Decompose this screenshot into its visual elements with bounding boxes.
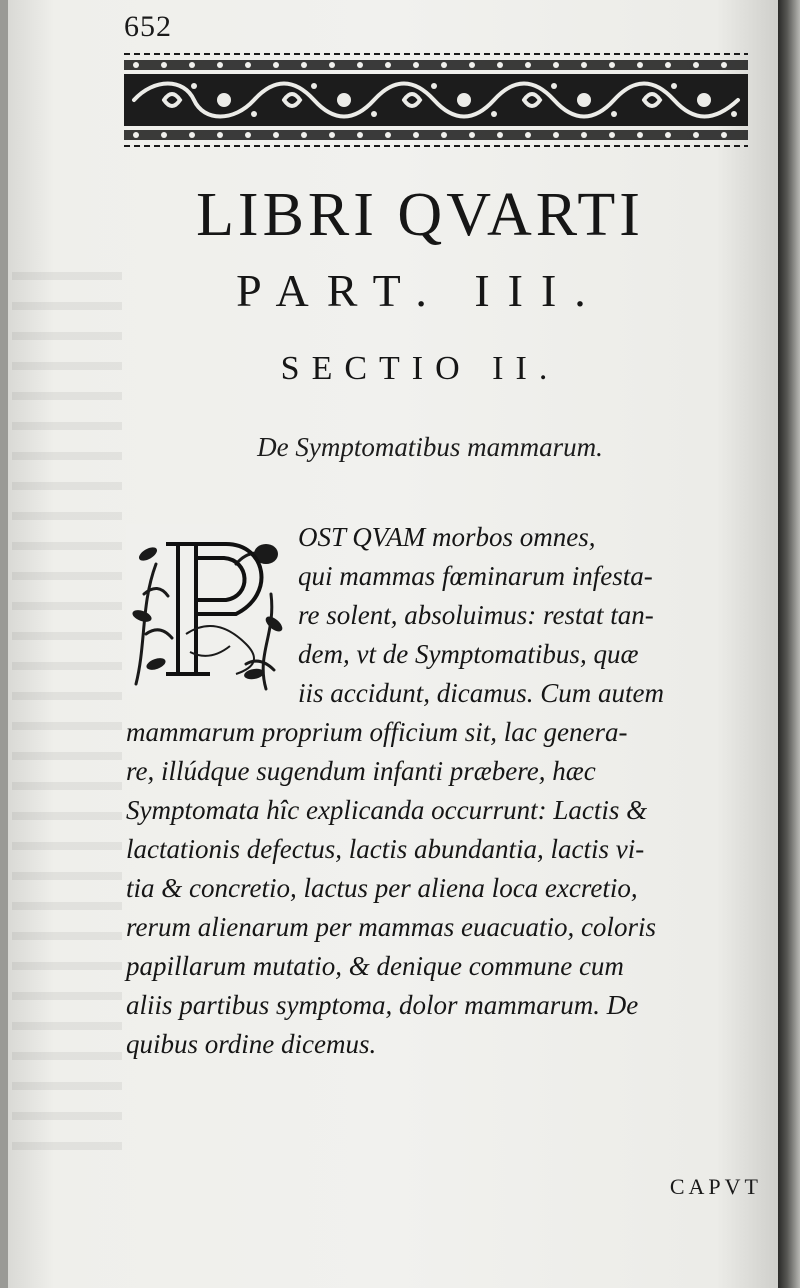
text-line: mammarum proprium officium sit, lac genera- bbox=[126, 717, 628, 747]
text-line: qui mammas fœminarum infesta- bbox=[298, 561, 653, 591]
text-line: re, illúdque sugendum infanti præbere, hæc bbox=[126, 756, 596, 786]
text-line: rerum alienarum per mammas euacuatio, coloris bbox=[126, 912, 656, 942]
text-line: quibus ordine dicemus. bbox=[126, 1029, 377, 1059]
header-ornament-icon bbox=[124, 50, 748, 150]
binding-edge bbox=[778, 0, 800, 1288]
text-line: OST QVAM morbos omnes, bbox=[298, 522, 596, 552]
section-heading: SECTIO II. bbox=[280, 350, 560, 387]
text-line: lactationis defectus, lactis abundantia, lactis vi- bbox=[126, 834, 645, 864]
catchword: CAPVT bbox=[669, 1174, 762, 1199]
text-line: papillarum mutatio, & denique commune cum bbox=[126, 951, 624, 981]
text-line: iis accidunt, dicamus. Cum autem bbox=[298, 678, 664, 708]
section-subtitle: De Symptomatibus mammarum. bbox=[257, 432, 603, 462]
text-line: Symptomata hîc explicanda occurrunt: Lactis & bbox=[126, 795, 648, 825]
book-title: LIBRI QVARTI bbox=[196, 181, 644, 249]
text-line: re solent, absoluimus: restat tan- bbox=[298, 600, 654, 630]
text-line: dem, vt de Symptomatibus, quæ bbox=[298, 639, 639, 669]
text-line: tia & concretio, lactus per aliena loca excretio, bbox=[126, 873, 638, 903]
main-paragraph bbox=[126, 518, 766, 1064]
text-line: aliis partibus symptoma, dolor mammarum. De bbox=[126, 990, 639, 1020]
part-heading: PART. III. bbox=[236, 265, 604, 316]
page-number: 652 bbox=[124, 10, 172, 43]
